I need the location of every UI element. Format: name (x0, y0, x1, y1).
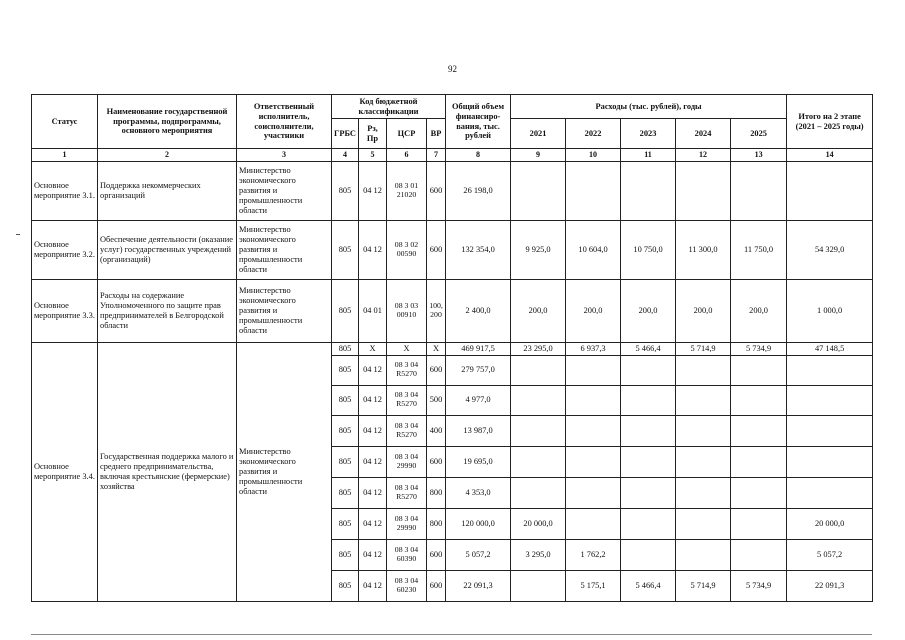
row-stage-total (787, 355, 873, 385)
row-2024: 200,0 (676, 280, 731, 343)
row-2025 (731, 355, 787, 385)
row-grbs: 805 (332, 162, 359, 221)
row-2022: 1 762,2 (566, 539, 621, 570)
column-number: 4 (332, 149, 359, 162)
row-csr: 08 3 01 21020 (387, 162, 427, 221)
row-stage-total (787, 477, 873, 508)
row-vr: 600 (427, 570, 446, 601)
page-number: 92 (448, 64, 457, 74)
row-grbs: 805 (332, 415, 359, 446)
row-vr: 600 (427, 162, 446, 221)
row-2024: 5 714,9 (676, 570, 731, 601)
row-2021 (511, 355, 566, 385)
row-vr: 600 (427, 355, 446, 385)
column-number: 6 (387, 149, 427, 162)
row-rzpr: 04 12 (359, 446, 387, 477)
row-rzpr: 04 12 (359, 162, 387, 221)
row-2024 (676, 355, 731, 385)
row-2022 (566, 385, 621, 415)
column-number: 2 (98, 149, 237, 162)
row-2024 (676, 162, 731, 221)
row-2023 (621, 477, 676, 508)
column-number: 3 (237, 149, 332, 162)
row-2025 (731, 162, 787, 221)
row-csr: 08 3 04 60390 (387, 539, 427, 570)
row-stage-total: 5 057,2 (787, 539, 873, 570)
column-number: 14 (787, 149, 873, 162)
row-csr: Х (387, 343, 427, 356)
column-number: 9 (511, 149, 566, 162)
row-total: 5 057,2 (446, 539, 511, 570)
row-2022 (566, 446, 621, 477)
column-number: 8 (446, 149, 511, 162)
program-table (31, 94, 873, 602)
row-rzpr: 04 01 (359, 280, 387, 343)
row-2021 (511, 385, 566, 415)
header-total-volume: Общий объем финансиро-вания, тыс. рублей (446, 95, 511, 149)
row-status: Основное мероприятие 3.4. (32, 343, 98, 602)
row-grbs: 805 (332, 446, 359, 477)
row-stage-total: 22 091,3 (787, 570, 873, 601)
row-2023 (621, 162, 676, 221)
row-total: 469 917,5 (446, 343, 511, 356)
header-expenses: Расходы (тыс. рублей), годы (511, 95, 787, 119)
row-vr: 600 (427, 446, 446, 477)
row-2022 (566, 355, 621, 385)
row-2024 (676, 477, 731, 508)
row-2025: 200,0 (731, 280, 787, 343)
row-2023 (621, 508, 676, 539)
header-csr: ЦСР (387, 119, 427, 149)
row-2025 (731, 415, 787, 446)
row-2024 (676, 508, 731, 539)
row-2022 (566, 477, 621, 508)
row-2024 (676, 539, 731, 570)
row-stage-total: 54 329,0 (787, 221, 873, 280)
row-rzpr: 04 12 (359, 570, 387, 601)
header-responsible: Ответственный исполнитель, соисполнители, участники (237, 95, 332, 149)
row-grbs: 805 (332, 508, 359, 539)
row-vr: 100, 200 (427, 280, 446, 343)
row-grbs: 805 (332, 570, 359, 601)
row-2023 (621, 415, 676, 446)
row-csr: 08 3 04 29990 (387, 446, 427, 477)
header-year-2022: 2022 (566, 119, 621, 149)
row-2025 (731, 477, 787, 508)
row-stage-total (787, 415, 873, 446)
row-2025: 5 734,9 (731, 343, 787, 356)
row-vr: 600 (427, 221, 446, 280)
row-2021 (511, 570, 566, 601)
row-2021: 200,0 (511, 280, 566, 343)
row-csr: 08 3 02 00590 (387, 221, 427, 280)
column-number: 5 (359, 149, 387, 162)
row-rzpr: 04 12 (359, 355, 387, 385)
row-responsible: Министерство экономического развития и промышленности области (237, 162, 332, 221)
row-2023: 5 466,4 (621, 570, 676, 601)
row-status: Основное мероприятие 3.2. (32, 221, 98, 280)
row-2025 (731, 446, 787, 477)
row-total: 4 353,0 (446, 477, 511, 508)
row-rzpr: 04 12 (359, 415, 387, 446)
row-2024 (676, 446, 731, 477)
row-vr: 400 (427, 415, 446, 446)
row-2023: 5 466,4 (621, 343, 676, 356)
row-2021 (511, 477, 566, 508)
row-2023 (621, 355, 676, 385)
row-csr: 08 3 04 R5270 (387, 415, 427, 446)
row-grbs: 805 (332, 221, 359, 280)
header-year-2021: 2021 (511, 119, 566, 149)
margin-mark (16, 234, 20, 235)
row-2022: 10 604,0 (566, 221, 621, 280)
header-grbs: ГРБС (332, 119, 359, 149)
row-2023: 10 750,0 (621, 221, 676, 280)
row-stage-total: 20 000,0 (787, 508, 873, 539)
row-2021 (511, 446, 566, 477)
row-2025: 5 734,9 (731, 570, 787, 601)
row-total: 26 198,0 (446, 162, 511, 221)
row-name: Расходы на содержание Уполномоченного по защите прав предпринимателей в Белгородской области (98, 280, 237, 343)
row-csr: 08 3 04 29990 (387, 508, 427, 539)
row-2023 (621, 385, 676, 415)
table-row (32, 221, 873, 280)
table-row (32, 280, 873, 343)
row-vr: 800 (427, 477, 446, 508)
row-total: 120 000,0 (446, 508, 511, 539)
row-stage-total (787, 446, 873, 477)
header-year-2024: 2024 (676, 119, 731, 149)
row-csr: 08 3 04 60230 (387, 570, 427, 601)
row-total: 2 400,0 (446, 280, 511, 343)
row-2024: 5 714,9 (676, 343, 731, 356)
row-2022: 200,0 (566, 280, 621, 343)
row-2025 (731, 508, 787, 539)
row-csr: 08 3 04 R5270 (387, 355, 427, 385)
row-2024 (676, 415, 731, 446)
row-2025 (731, 539, 787, 570)
row-2024 (676, 385, 731, 415)
row-total: 279 757,0 (446, 355, 511, 385)
row-2023 (621, 446, 676, 477)
row-csr: 08 3 04 R5270 (387, 477, 427, 508)
row-stage-total: 47 148,5 (787, 343, 873, 356)
row-2023: 200,0 (621, 280, 676, 343)
row-name: Поддержка некоммерческих организаций (98, 162, 237, 221)
row-stage-total (787, 162, 873, 221)
row-responsible: Министерство экономического развития и промышленности области (237, 221, 332, 280)
row-2021: 23 295,0 (511, 343, 566, 356)
header-year-2025: 2025 (731, 119, 787, 149)
table-row (32, 162, 873, 221)
column-number: 10 (566, 149, 621, 162)
row-status: Основное мероприятие 3.3. (32, 280, 98, 343)
row-stage-total (787, 385, 873, 415)
row-rzpr: 04 12 (359, 221, 387, 280)
row-csr: 08 3 03 00910 (387, 280, 427, 343)
row-2022 (566, 415, 621, 446)
row-2023 (621, 539, 676, 570)
row-grbs: 805 (332, 355, 359, 385)
row-vr: 800 (427, 508, 446, 539)
row-rzpr: 04 12 (359, 385, 387, 415)
row-2025 (731, 385, 787, 415)
row-total: 4 977,0 (446, 385, 511, 415)
row-total: 13 987,0 (446, 415, 511, 446)
header-vr: ВР (427, 119, 446, 149)
row-status: Основное мероприятие 3.1. (32, 162, 98, 221)
row-grbs: 805 (332, 539, 359, 570)
row-2021: 9 925,0 (511, 221, 566, 280)
row-2021: 3 295,0 (511, 539, 566, 570)
row-2022 (566, 162, 621, 221)
column-number: 11 (621, 149, 676, 162)
header-budget-code: Код бюджетной классификации (332, 95, 446, 119)
row-2021 (511, 415, 566, 446)
row-csr: 08 3 04 R5270 (387, 385, 427, 415)
row-responsible: Министерство экономического развития и промышленности области (237, 343, 332, 602)
table-row (32, 343, 873, 356)
row-2025: 11 750,0 (731, 221, 787, 280)
column-number: 7 (427, 149, 446, 162)
row-total: 22 091,3 (446, 570, 511, 601)
row-grbs: 805 (332, 477, 359, 508)
row-stage-total: 1 000,0 (787, 280, 873, 343)
column-number: 13 (731, 149, 787, 162)
row-rzpr: Х (359, 343, 387, 356)
row-rzpr: 04 12 (359, 477, 387, 508)
header-status: Статус (32, 95, 98, 149)
row-name: Обеспечение деятельности (оказание услуг) государственных учреждений (организаций) (98, 221, 237, 280)
row-grbs: 805 (332, 385, 359, 415)
header-stage-total: Итого на 2 этапе (2021 – 2025 годы) (787, 95, 873, 149)
column-number-row (32, 149, 873, 162)
column-number: 1 (32, 149, 98, 162)
row-responsible: Министерство экономического развития и промышленности области (237, 280, 332, 343)
row-vr: Х (427, 343, 446, 356)
row-vr: 600 (427, 539, 446, 570)
row-vr: 500 (427, 385, 446, 415)
row-2022: 6 937,3 (566, 343, 621, 356)
page-bottom-rule (31, 634, 872, 635)
row-rzpr: 04 12 (359, 508, 387, 539)
row-rzpr: 04 12 (359, 539, 387, 570)
row-2021: 20 000,0 (511, 508, 566, 539)
row-2024: 11 300,0 (676, 221, 731, 280)
row-grbs: 805 (332, 280, 359, 343)
header-rzpr: Рз, Пр (359, 119, 387, 149)
row-total: 132 354,0 (446, 221, 511, 280)
header-name: Наименование государственной программы, подпрограммы, основного мероприятия (98, 95, 237, 149)
row-grbs: 805 (332, 343, 359, 356)
column-number: 12 (676, 149, 731, 162)
row-2022 (566, 508, 621, 539)
row-2022: 5 175,1 (566, 570, 621, 601)
row-total: 19 695,0 (446, 446, 511, 477)
row-name: Государственная поддержка малого и среднего предпринимательства, включая крестьянские (фермерские) хозяйства (98, 343, 237, 602)
row-2021 (511, 162, 566, 221)
header-year-2023: 2023 (621, 119, 676, 149)
